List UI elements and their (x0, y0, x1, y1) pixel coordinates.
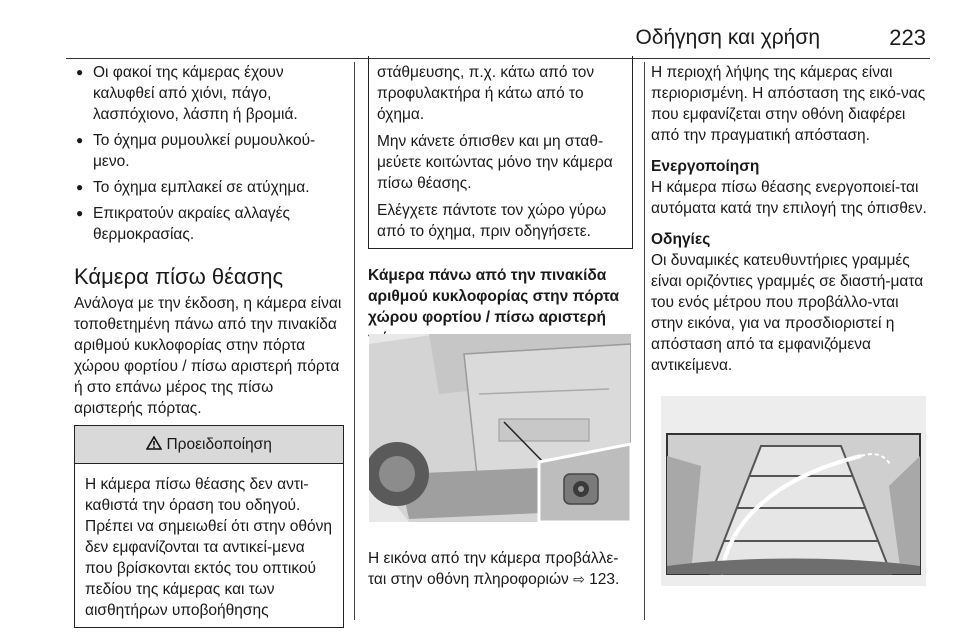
caption-ref: 123. (589, 571, 620, 588)
list-item: ● Το όχημα ρυμουλκεί ρυμουλκού-μενο. (74, 130, 344, 172)
warning-text-cont: Μην κάνετε όπισθεν και μη σταθ-μεύετε κοιτώντας μόνο την κάμερα πίσω θέασης. (377, 133, 613, 192)
section-title: Κάμερα πίσω θέασης (74, 264, 284, 289)
list-item: ● Το όχημα εμπλακεί σε ατύχημα. (74, 177, 344, 198)
warning-header (75, 426, 343, 464)
activation-title: Ενεργοποίηση (651, 158, 760, 175)
guides-text: Οι δυναμικές κατευθυντήριες γραμμές είναι οριζόντιες γραμμές σε διαστή-ματα του ενός μέτρου που προβάλλο-νται στην εικόνα, για να προσδιοριστεί η απόσταση από τα εμφανιζόμενα αντικείμενα. (651, 252, 924, 374)
warning-box-continued (368, 56, 633, 249)
guides-title: Οδηγίες (651, 231, 711, 248)
list-item: ● Οι φακοί της κάμερας έχουν καλυφθεί από χιόνι, πάγο, λασπόχιονο, λάσπη ή βρομιά. (74, 62, 344, 125)
column-2 (368, 62, 633, 359)
van-rear-illustration (369, 334, 631, 522)
paragraph: Η περιοχή λήψης της κάμερας είναι περιορισμένη. Η απόσταση της εικό-νας που εμφανίζεται στην οθόνη διαφέρει από την πραγματική απόσταση. (651, 64, 926, 144)
list-item: ● Επικρατούν ακραίες αλλαγές θερμοκρασίας. (74, 203, 344, 245)
camera-display-illustration (661, 396, 926, 586)
rear-camera-illustration (369, 334, 631, 522)
warning-text: Η κάμερα πίσω θέασης δεν αντι-καθιστά την όραση του οδηγού. Πρέπει να σημειωθεί ότι στην οθόνη δεν εμφανίζονται τα αντικεί-μενα που βρίσκονται εκτός του οπτικού πεδίου της κάμερας και των αισθητήρων υποβοήθησης (85, 476, 333, 619)
column-divider (354, 62, 355, 620)
caption-text: Η εικόνα από την κάμερα προβάλλε-ται στην οθόνη πληροφοριών (368, 550, 619, 588)
warning-text-cont: Ελέγχετε πάντοτε τον χώρο γύρω από το όχημα, πριν οδηγήσετε. (377, 202, 607, 240)
image-caption (368, 548, 633, 590)
column-3 (651, 62, 931, 382)
section-text: Ανάλογα με την έκδοση, η κάμερα είναι τοποθετημένη πάνω από την πινακίδα αριθμού κυκλοφορίας στην πόρτα χώρου φορτίου / πίσω αριστερή πόρτα ή στο επάνω μέρος της πίσω αριστερής πόρτας. (74, 295, 342, 417)
warning-box (74, 425, 344, 628)
warning-text-cont: στάθμευσης, π.χ. κάτω από τον προφυλακτήρα ή κάτω από το όχημα. (377, 64, 595, 123)
subsection-title: Κάμερα πάνω από την πινακίδα αριθμού κυκλοφορίας στην πόρτα χώρου φορτίου / πίσω αριστερή (368, 267, 620, 326)
guide-lines-illustration (661, 396, 926, 586)
page-reference-icon: ⇨ (573, 571, 585, 587)
bullet-list (74, 62, 344, 245)
chapter-title: Οδήγηση και χρήση (635, 26, 820, 49)
warning-title: Προειδοποίηση (166, 436, 272, 453)
column-divider (644, 62, 645, 620)
column-1 (74, 62, 344, 628)
warning-triangle-icon (146, 436, 162, 450)
page-header (66, 24, 930, 59)
activation-text: Η κάμερα πίσω θέασης ενεργοποιεί-ται αυτόματα κατά την επιλογή της όπισθεν. (651, 179, 927, 217)
page-number: 223 (889, 25, 926, 50)
